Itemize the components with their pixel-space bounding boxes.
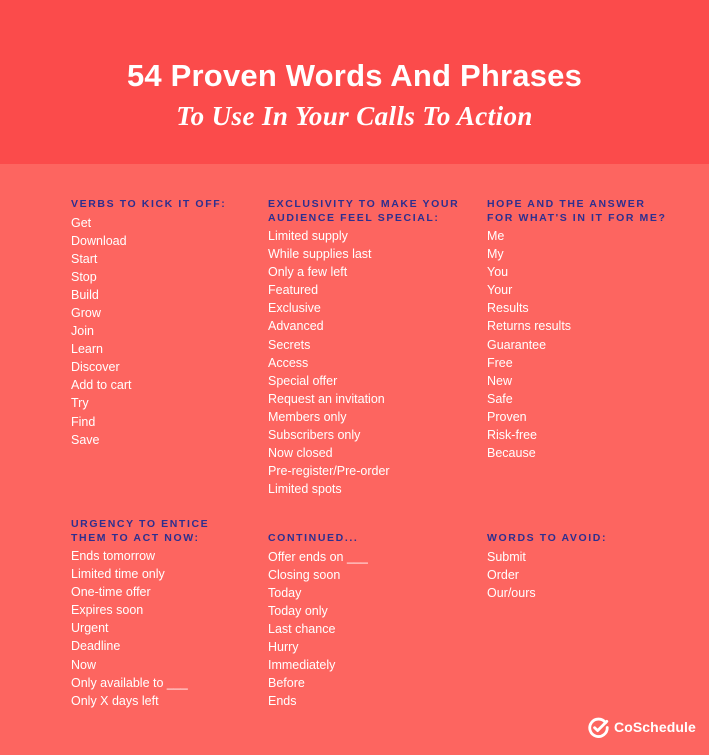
page-title: 54 Proven Words And Phrases bbox=[126, 58, 583, 93]
word-item: Advanced bbox=[268, 319, 324, 334]
word-item: Grow bbox=[71, 305, 101, 320]
word-item: While supplies last bbox=[268, 247, 372, 262]
word-item: Guarantee bbox=[487, 337, 547, 352]
word-item: Learn bbox=[71, 342, 103, 357]
word-item: Offer ends on ___ bbox=[268, 549, 368, 564]
word-item: Request an invitation bbox=[268, 391, 385, 406]
section-heading-line: HOPE AND THE ANSWER bbox=[487, 198, 646, 210]
section-hope bbox=[487, 198, 697, 462]
word-item: Download bbox=[71, 233, 127, 248]
word-item: Immediately bbox=[268, 658, 336, 673]
section-heading-line: WORDS TO AVOID: bbox=[487, 532, 608, 544]
section-heading bbox=[268, 198, 478, 225]
word-item: My bbox=[487, 247, 504, 262]
word-item: Ends bbox=[268, 694, 297, 709]
word-item: Results bbox=[487, 301, 529, 316]
word-item: Submit bbox=[487, 549, 526, 564]
word-item: Because bbox=[487, 446, 536, 461]
word-item: Get bbox=[71, 215, 92, 230]
word-item: Build bbox=[71, 287, 99, 302]
word-item: Start bbox=[71, 251, 98, 266]
word-item: Today only bbox=[268, 603, 328, 618]
section-heading bbox=[487, 198, 697, 225]
section-verbs bbox=[71, 198, 281, 449]
word-item: Hurry bbox=[268, 639, 299, 654]
section-heading-line: CONTINUED... bbox=[268, 532, 359, 544]
word-item: You bbox=[487, 265, 509, 280]
word-item: Subscribers only bbox=[268, 428, 361, 443]
word-item: Last chance bbox=[268, 621, 336, 636]
section-continued bbox=[268, 532, 478, 710]
header-banner bbox=[0, 0, 709, 164]
word-item: Today bbox=[268, 585, 302, 600]
word-item: Members only bbox=[268, 409, 347, 424]
word-item: Ends tomorrow bbox=[71, 549, 156, 563]
section-heading bbox=[71, 518, 281, 545]
word-list bbox=[71, 547, 281, 710]
word-item: Deadline bbox=[71, 639, 121, 654]
word-item: Only X days left bbox=[71, 693, 159, 708]
section-heading-line: URGENCY TO ENTICE bbox=[71, 518, 210, 530]
word-item: Featured bbox=[268, 283, 319, 298]
word-item: Try bbox=[71, 396, 89, 411]
section-heading-line: AUDIENCE FEEL SPECIAL: bbox=[268, 211, 440, 224]
word-item: Only available to ___ bbox=[71, 675, 188, 690]
section-exclusivity bbox=[268, 198, 478, 498]
word-item: Limited spots bbox=[268, 482, 342, 497]
word-item: Before bbox=[268, 676, 305, 691]
section-heading bbox=[268, 532, 478, 546]
word-item: Access bbox=[268, 355, 309, 370]
word-item: Limited supply bbox=[268, 229, 348, 243]
word-item: One-time offer bbox=[71, 585, 151, 600]
word-item: Now closed bbox=[268, 446, 333, 461]
word-list bbox=[268, 227, 478, 498]
word-item: Urgent bbox=[71, 621, 109, 636]
word-item: Add to cart bbox=[71, 378, 132, 393]
word-item: Only a few left bbox=[268, 265, 348, 280]
word-item: Proven bbox=[487, 409, 527, 424]
word-item: Your bbox=[487, 283, 513, 298]
section-heading bbox=[71, 198, 281, 212]
word-item: Join bbox=[71, 324, 94, 339]
word-item: Our/ours bbox=[487, 585, 536, 600]
word-item: Discover bbox=[71, 360, 120, 375]
word-item: Closing soon bbox=[268, 567, 341, 582]
word-item: Save bbox=[71, 432, 100, 447]
section-heading-line: EXCLUSIVITY TO MAKE YOUR bbox=[268, 198, 460, 210]
section-avoid bbox=[487, 532, 697, 602]
section-heading-line: THEM TO ACT NOW: bbox=[71, 531, 200, 544]
word-item: Expires soon bbox=[71, 603, 144, 618]
section-heading-line: FOR WHAT'S IN IT FOR ME? bbox=[487, 211, 667, 224]
word-list bbox=[487, 227, 697, 462]
word-item: Pre-register/Pre-order bbox=[268, 464, 390, 479]
brand-name: CoSchedule bbox=[614, 719, 696, 735]
word-item: Special offer bbox=[268, 373, 338, 388]
word-item: Find bbox=[71, 414, 96, 429]
word-item: Me bbox=[487, 229, 505, 243]
word-item: Returns results bbox=[487, 319, 572, 334]
section-heading bbox=[487, 532, 697, 546]
word-list bbox=[268, 548, 478, 711]
word-item: Free bbox=[487, 355, 513, 370]
word-item: Order bbox=[487, 567, 519, 582]
coschedule-check-logo-icon bbox=[588, 717, 609, 738]
word-item: Stop bbox=[71, 269, 97, 284]
word-list bbox=[487, 548, 697, 602]
section-heading-line: VERBS TO KICK IT OFF: bbox=[71, 198, 227, 210]
word-item: Secrets bbox=[268, 337, 311, 352]
page-subtitle: To Use In Your Calls To Action bbox=[176, 101, 533, 131]
section-urgency bbox=[71, 518, 281, 710]
word-item: Risk-free bbox=[487, 428, 538, 443]
word-item: New bbox=[487, 373, 513, 388]
word-list bbox=[71, 214, 281, 449]
word-item: Now bbox=[71, 657, 97, 672]
word-item: Safe bbox=[487, 391, 513, 406]
word-item: Limited time only bbox=[71, 567, 165, 582]
word-item: Exclusive bbox=[268, 301, 321, 316]
coschedule-logo bbox=[588, 716, 696, 738]
